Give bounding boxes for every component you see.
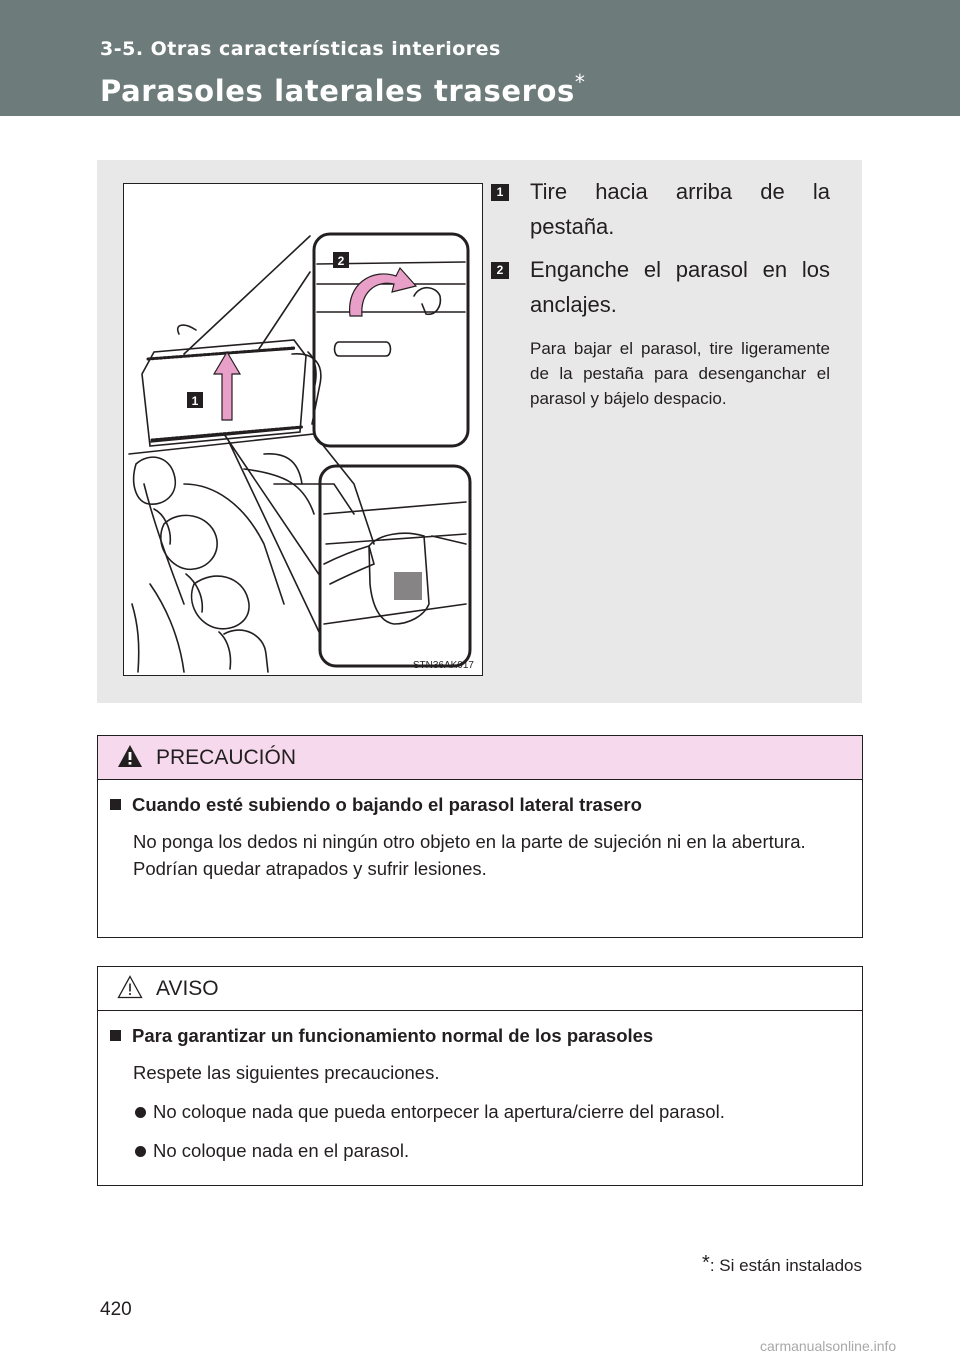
caution-heading-text: Cuando esté subiendo o bajando el parasol lateral trasero [132,794,642,815]
page-header [0,0,960,116]
caution-outline-icon [117,975,143,999]
asterisk-mark: * [574,70,586,94]
footnote [702,1252,862,1276]
callout-2-label: 2 [337,254,345,268]
step-text: Enganche el parasol en los anclajes. [530,257,830,317]
caution-line-2: Podrían quedar atrapados y sufrir lesiones. [133,858,487,879]
square-bullet-icon [110,1030,121,1041]
section-label: 3-5. Otras características interiores [100,38,501,60]
notice-item-text: No coloque nada en el parasol. [153,1140,410,1161]
illustration-panel [97,160,862,703]
step-item [490,174,830,244]
round-bullet-icon [135,1146,146,1157]
notice-intro: Respete las siguientes precauciones. [133,1062,440,1083]
notice-item-text: No coloque nada que pueda entorpecer la apertura/cierre del parasol. [153,1101,725,1122]
notice-list-item [133,1137,852,1164]
step-number: 1 [491,184,509,201]
caution-box [97,735,863,938]
footnote-mark: * [702,1252,710,1274]
round-bullet-icon [135,1107,146,1118]
notice-title: AVISO [156,977,219,1000]
step-text: Tire hacia arriba de la pestaña. [530,179,830,239]
notice-heading-text: Para garantizar un funcionamiento normal de los parasoles [132,1025,654,1046]
callout-1-label: 1 [191,394,199,408]
car-interior-drawing [124,184,482,675]
warning-triangle-icon [117,744,143,768]
square-bullet-icon [110,799,121,810]
step-number: 2 [491,262,509,279]
steps-note: Para bajar el parasol, tire ligeramente de la pestaña para desenganchar el parasol y bájelo despacio. [530,339,830,408]
caution-heading [108,790,852,820]
notice-list-item [133,1098,852,1125]
caution-text [133,828,852,882]
illustration-code: STN36AK017 [412,660,474,671]
caution-header [98,736,862,780]
step-item [490,252,830,322]
notice-heading [108,1021,852,1051]
page-title-text: Parasoles laterales traseros [100,74,575,108]
notice-box [97,966,863,1186]
caution-title: PRECAUCIÓN [156,746,297,769]
footnote-text: : Si están instalados [709,1256,862,1275]
caution-line-1: No ponga los dedos ni ningún otro objeto en la parte de sujeción ni en la abertura. [133,831,806,852]
page-title [100,70,586,108]
sunshade-illustration [123,183,483,676]
site-watermark: carmanualsonline.info [760,1338,897,1354]
page-number: 420 [100,1299,132,1320]
steps-list [490,174,830,411]
notice-header [98,967,862,1011]
